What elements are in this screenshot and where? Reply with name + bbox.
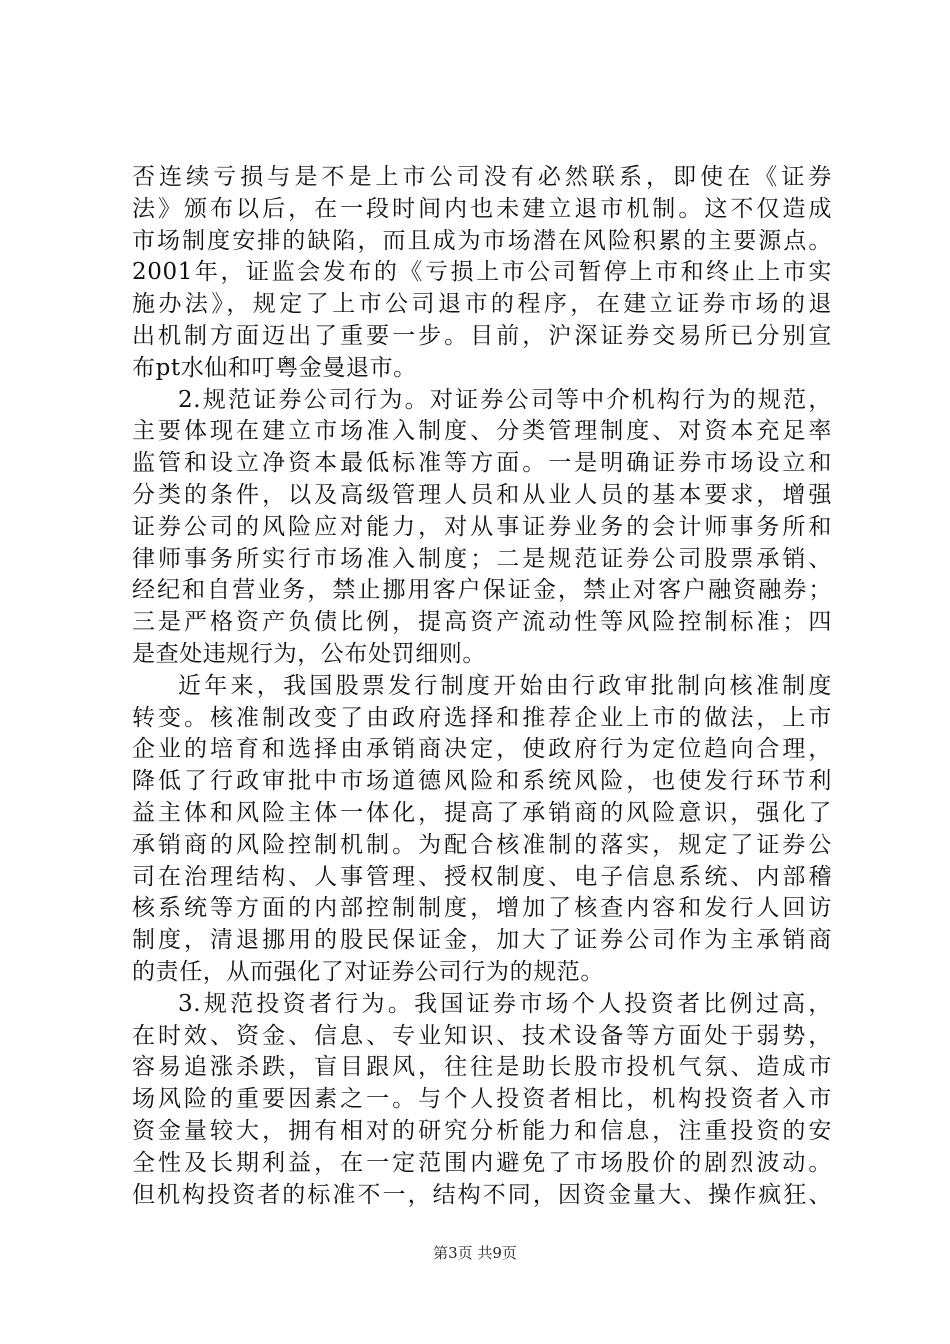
text-line: 转变。核准制改变了由政府选择和推荐企业上市的做法，上市 [132, 704, 832, 731]
text-line: 3.规范投资者行为。我国证券市场个人投资者比例过高， [178, 990, 832, 1017]
text-line: 2001年，证监会发布的《亏损上市公司暂停上市和终止上市实 [132, 259, 832, 286]
text-line: 资金量较大，拥有相对的研究分析能力和信息，注重投资的安 [132, 1117, 832, 1144]
text-line: 布pt水仙和叮粤金曼退市。 [132, 354, 417, 381]
text-line: 的责任，从而强化了对证券公司行为的规范。 [132, 958, 604, 985]
text-line: 但机构投资者的标准不一，结构不同，因资金量大、操作疯狂、 [132, 1181, 832, 1208]
text-line: 降低了行政审批中市场道德风险和系统风险，也使发行环节利 [132, 768, 832, 795]
page-footer: 第3页 共9页 [433, 1244, 517, 1262]
text-line: 主要体现在建立市场准入制度、分类管理制度、对资本充足率 [132, 418, 832, 445]
text-line: 否连续亏损与是不是上市公司没有必然联系，即使在《证券 [132, 164, 832, 190]
text-line: 法》颁布以后，在一段时间内也未建立退市机制。这不仅造成 [132, 195, 832, 222]
text-line: 承销商的风险控制机制。为配合核准制的落实，规定了证券公 [132, 831, 832, 858]
body-text [132, 162, 832, 1211]
text-line: 企业的培育和选择由承销商决定，使政府行为定位趋向合理， [132, 736, 832, 763]
text-line: 全性及长期利益，在一定范围内避免了市场股价的剧烈波动。 [132, 1149, 832, 1176]
text-line: 监管和设立净资本最低标准等方面。一是明确证券市场设立和 [132, 450, 832, 477]
text-line: 近年来，我国股票发行制度开始由行政审批制向核准制度 [178, 672, 832, 699]
text-line: 制度，清退挪用的股民保证金，加大了证券公司作为主承销商 [132, 927, 832, 954]
text-line: 经纪和自营业务，禁止挪用客户保证金，禁止对客户融资融券； [132, 577, 832, 604]
text-line: 容易追涨杀跌，盲目跟风，往往是助长股市投机气氛、造成市 [132, 1054, 832, 1081]
text-line: 分类的条件，以及高级管理人员和从业人员的基本要求，增强 [132, 481, 832, 508]
text-line: 律师事务所实行市场准入制度；二是规范证券公司股票承销、 [132, 545, 832, 572]
text-line: 市场制度安排的缺陷，而且成为市场潜在风险积累的主要源点。 [132, 227, 832, 254]
text-line: 益主体和风险主体一体化，提高了承销商的风险意识，强化了 [132, 799, 832, 826]
text-line: 施办法》，规定了上市公司退市的程序，在建立证券市场的退 [132, 291, 832, 318]
text-line: 三是严格资产负债比例，提高资产流动性等风险控制标准；四 [132, 609, 832, 636]
text-line: 出机制方面迈出了重要一步。目前，沪深证券交易所已分别宣 [132, 322, 832, 349]
text-line: 2.规范证券公司行为。对证券公司等中介机构行为的规范， [178, 386, 832, 413]
text-line: 在时效、资金、信息、专业知识、技术设备等方面处于弱势， [132, 1022, 832, 1049]
text-line: 证券公司的风险应对能力，对从事证券业务的会计师事务所和 [132, 513, 832, 540]
text-line: 是查处违规行为，公布处罚细则。 [132, 640, 486, 667]
text-line: 司在治理结构、人事管理、授权制度、电子信息系统、内部稽 [132, 863, 832, 890]
text-line: 场风险的重要因素之一。与个人投资者相比，机构投资者入市 [132, 1086, 832, 1113]
text-line: 核系统等方面的内部控制制度，增加了核查内容和发行人回访 [132, 895, 832, 922]
